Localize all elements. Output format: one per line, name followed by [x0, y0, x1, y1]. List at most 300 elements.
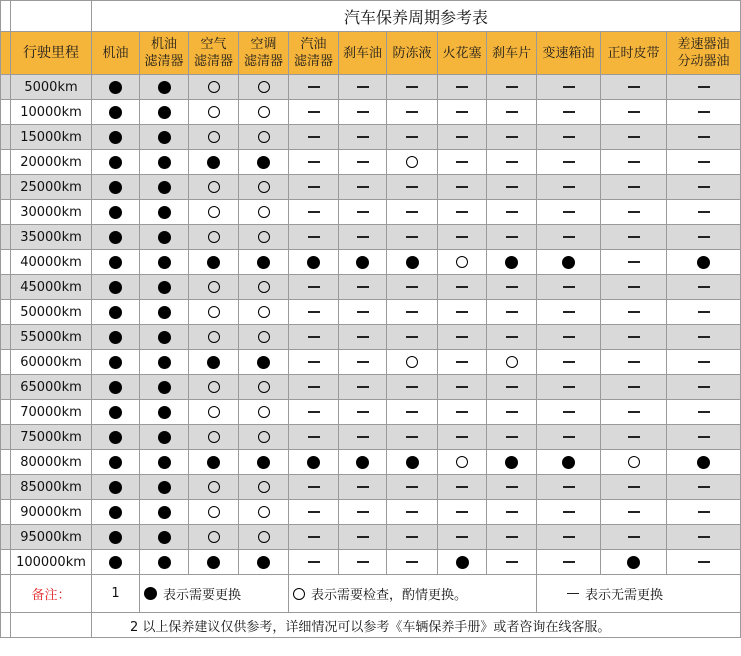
- mark-cell: [339, 350, 387, 375]
- hollow-circle-icon: [406, 156, 418, 168]
- mileage-cell: 45000km: [11, 275, 92, 300]
- mark-cell: [387, 125, 438, 150]
- dash-icon: [456, 411, 468, 413]
- dash-icon: [698, 536, 710, 538]
- mark-cell: [601, 75, 667, 100]
- mark-cell: [239, 400, 289, 425]
- filled-circle-icon: [158, 231, 171, 244]
- mark-cell: [537, 475, 601, 500]
- table-row: [1, 150, 741, 175]
- mileage-cell: 5000km: [11, 75, 92, 100]
- mark-cell: [92, 250, 140, 275]
- dash-icon: [506, 536, 518, 538]
- hollow-circle-icon: [208, 331, 220, 343]
- mark-cell: [339, 125, 387, 150]
- column-header-line: 滤清器: [193, 54, 233, 69]
- mark-cell: [92, 200, 140, 225]
- column-header: [339, 32, 387, 75]
- mileage-cell: 25000km: [11, 175, 92, 200]
- dash-icon: [456, 286, 468, 288]
- dash-icon: [506, 386, 518, 388]
- filled-circle-icon: [207, 356, 220, 369]
- mark-cell: [140, 275, 189, 300]
- filled-circle-icon: [109, 206, 122, 219]
- mark-cell: [239, 250, 289, 275]
- mark-cell: [487, 500, 537, 525]
- hollow-circle-icon: [258, 106, 270, 118]
- mark-cell: [92, 75, 140, 100]
- table-row: [1, 550, 741, 575]
- mark-cell: [140, 300, 189, 325]
- mark-cell: [92, 525, 140, 550]
- dash-icon: [308, 536, 320, 538]
- mark-cell: [140, 450, 189, 475]
- dash-icon: [698, 561, 710, 563]
- mark-cell: [239, 325, 289, 350]
- table-row: [1, 350, 741, 375]
- title-row: [1, 1, 741, 32]
- hollow-circle-icon: [208, 131, 220, 143]
- mark-cell: [537, 250, 601, 275]
- mark-cell: [487, 550, 537, 575]
- mark-cell: [387, 225, 438, 250]
- column-header-line: 正时皮带: [607, 45, 660, 61]
- mark-cell: [92, 500, 140, 525]
- notes-row: [1, 575, 741, 613]
- mark-cell: [667, 275, 741, 300]
- dash-icon: [308, 136, 320, 138]
- dash-icon: [563, 136, 575, 138]
- mark-cell: [601, 125, 667, 150]
- mark-cell: [239, 300, 289, 325]
- mark-cell: [438, 325, 487, 350]
- mark-cell: [92, 150, 140, 175]
- mark-cell: [601, 325, 667, 350]
- filled-circle-icon: [109, 181, 122, 194]
- mark-cell: [289, 425, 339, 450]
- dash-icon: [506, 561, 518, 563]
- mileage-cell: 65000km: [11, 375, 92, 400]
- dash-icon: [506, 136, 518, 138]
- mark-cell: [438, 275, 487, 300]
- hollow-circle-icon: [258, 331, 270, 343]
- notes-row-2: [1, 613, 741, 638]
- dash-icon: [456, 311, 468, 313]
- mark-cell: [601, 475, 667, 500]
- dash-icon: [308, 311, 320, 313]
- dash-icon: [357, 386, 369, 388]
- mark-cell: [189, 525, 239, 550]
- column-header-line: 变速箱油: [542, 45, 595, 61]
- mark-cell: [339, 525, 387, 550]
- mark-cell: [601, 250, 667, 275]
- filled-circle-icon: [697, 256, 710, 269]
- hollow-circle-icon: [258, 431, 270, 443]
- column-header: [239, 32, 289, 75]
- hollow-circle-icon: [258, 281, 270, 293]
- mark-cell: [487, 425, 537, 450]
- hollow-circle-icon: [208, 281, 220, 293]
- dash-icon: [698, 311, 710, 313]
- mark-cell: [438, 350, 487, 375]
- table-row: [1, 525, 741, 550]
- mark-cell: [239, 225, 289, 250]
- mark-cell: [438, 450, 487, 475]
- column-header-line: 滤清器: [144, 54, 184, 69]
- mark-cell: [601, 450, 667, 475]
- hollow-circle-icon: [208, 531, 220, 543]
- hollow-circle-icon: [258, 231, 270, 243]
- dash-icon: [628, 211, 640, 213]
- mark-cell: [387, 325, 438, 350]
- mark-cell: [537, 425, 601, 450]
- table-row: [1, 125, 741, 150]
- filled-circle-icon: [144, 587, 157, 600]
- legend-none: [537, 575, 741, 613]
- dash-icon: [406, 211, 418, 213]
- mark-cell: [92, 550, 140, 575]
- hollow-circle-icon: [208, 206, 220, 218]
- dash-icon: [406, 111, 418, 113]
- mark-cell: [140, 550, 189, 575]
- dash-icon: [406, 186, 418, 188]
- mark-cell: [92, 275, 140, 300]
- mark-cell: [537, 100, 601, 125]
- dash-icon: [506, 486, 518, 488]
- mark-cell: [667, 100, 741, 125]
- mark-cell: [239, 125, 289, 150]
- mileage-cell: 90000km: [11, 500, 92, 525]
- dash-icon: [698, 511, 710, 513]
- mark-cell: [339, 325, 387, 350]
- mark-cell: [289, 75, 339, 100]
- dash-icon: [456, 111, 468, 113]
- column-header-line: 机油: [150, 37, 177, 52]
- column-header: [140, 32, 189, 75]
- filled-circle-icon: [158, 206, 171, 219]
- legend-full: [140, 575, 289, 613]
- mark-cell: [438, 375, 487, 400]
- mark-cell: [140, 175, 189, 200]
- mark-cell: [189, 475, 239, 500]
- dash-icon: [308, 561, 320, 563]
- mark-cell: [537, 450, 601, 475]
- mark-cell: [667, 175, 741, 200]
- column-header-line: 差速器油: [677, 37, 730, 52]
- filled-circle-icon: [356, 456, 369, 469]
- mileage-cell: 30000km: [11, 200, 92, 225]
- dash-icon: [406, 411, 418, 413]
- dash-icon: [308, 186, 320, 188]
- dash-icon: [308, 386, 320, 388]
- dash-icon: [698, 186, 710, 188]
- mark-cell: [487, 250, 537, 275]
- dash-icon: [506, 186, 518, 188]
- mark-cell: [601, 100, 667, 125]
- filled-circle-icon: [505, 256, 518, 269]
- mark-cell: [537, 525, 601, 550]
- column-header-line: 火花塞: [442, 45, 482, 61]
- mark-cell: [339, 450, 387, 475]
- mark-cell: [601, 550, 667, 575]
- hollow-circle-icon: [258, 131, 270, 143]
- hollow-circle-icon: [208, 306, 220, 318]
- mark-cell: [537, 300, 601, 325]
- mark-cell: [438, 475, 487, 500]
- filled-circle-icon: [158, 481, 171, 494]
- column-header: [438, 32, 487, 75]
- mark-cell: [92, 425, 140, 450]
- mark-cell: [387, 550, 438, 575]
- table-row: [1, 275, 741, 300]
- mark-cell: [289, 450, 339, 475]
- mark-cell: [189, 400, 239, 425]
- dash-icon: [506, 161, 518, 163]
- mark-cell: [289, 100, 339, 125]
- dash-icon: [628, 111, 640, 113]
- mark-cell: [667, 325, 741, 350]
- filled-circle-icon: [109, 381, 122, 394]
- dash-icon: [563, 211, 575, 213]
- filled-circle-icon: [158, 381, 171, 394]
- filled-circle-icon: [109, 556, 122, 569]
- dash-icon: [698, 436, 710, 438]
- column-header: [667, 32, 741, 75]
- mark-cell: [667, 400, 741, 425]
- dash-icon: [456, 386, 468, 388]
- mark-cell: [189, 75, 239, 100]
- mark-cell: [189, 175, 239, 200]
- dash-icon: [357, 511, 369, 513]
- mark-cell: [239, 425, 289, 450]
- mileage-cell: 35000km: [11, 225, 92, 250]
- mark-cell: [487, 100, 537, 125]
- mark-cell: [239, 375, 289, 400]
- mark-cell: [601, 425, 667, 450]
- dash-icon: [698, 161, 710, 163]
- mileage-cell: 20000km: [11, 150, 92, 175]
- mark-cell: [339, 500, 387, 525]
- dash-icon: [406, 236, 418, 238]
- dash-icon: [563, 486, 575, 488]
- mark-cell: [92, 375, 140, 400]
- hollow-circle-icon: [258, 206, 270, 218]
- dash-icon: [563, 411, 575, 413]
- mark-cell: [189, 350, 239, 375]
- mark-cell: [140, 375, 189, 400]
- mileage-cell: 15000km: [11, 125, 92, 150]
- mark-cell: [140, 100, 189, 125]
- mark-cell: [667, 375, 741, 400]
- mark-cell: [140, 125, 189, 150]
- dash-icon: [456, 486, 468, 488]
- mark-cell: [339, 225, 387, 250]
- mark-cell: [387, 150, 438, 175]
- dash-icon: [698, 336, 710, 338]
- filled-circle-icon: [158, 106, 171, 119]
- filled-circle-icon: [109, 506, 122, 519]
- filled-circle-icon: [158, 131, 171, 144]
- mark-cell: [189, 425, 239, 450]
- dash-icon: [628, 286, 640, 288]
- hollow-circle-icon: [208, 81, 220, 93]
- hollow-circle-icon: [293, 588, 305, 600]
- mark-cell: [667, 450, 741, 475]
- note-2-text: 2 以上保养建议仅供参考，详细情况可以参考《车辆保养手册》或者咨询在线客服。: [92, 613, 741, 638]
- mark-cell: [438, 225, 487, 250]
- note-number: 1: [92, 575, 140, 613]
- dash-icon: [357, 211, 369, 213]
- legend-empty-text: 表示需要检查，酌情更换。: [311, 588, 468, 603]
- filled-circle-icon: [158, 356, 171, 369]
- column-header-line: 刹车片: [491, 45, 531, 61]
- filled-circle-icon: [109, 106, 122, 119]
- dash-icon: [357, 161, 369, 163]
- mileage-cell: 55000km: [11, 325, 92, 350]
- table-title: 汽车保养周期参考表: [92, 1, 741, 32]
- hollow-circle-icon: [258, 381, 270, 393]
- mark-cell: [487, 325, 537, 350]
- mark-cell: [92, 175, 140, 200]
- mark-cell: [140, 325, 189, 350]
- mark-cell: [289, 200, 339, 225]
- dash-icon: [563, 311, 575, 313]
- mark-cell: [92, 300, 140, 325]
- filled-circle-icon: [109, 531, 122, 544]
- mark-cell: [289, 250, 339, 275]
- mark-cell: [387, 475, 438, 500]
- mark-cell: [289, 325, 339, 350]
- column-header: [289, 32, 339, 75]
- mark-cell: [387, 250, 438, 275]
- filled-circle-icon: [109, 256, 122, 269]
- dash-icon: [357, 236, 369, 238]
- mark-cell: [339, 400, 387, 425]
- column-header-line: 分动器油: [677, 54, 730, 69]
- dash-icon: [357, 336, 369, 338]
- mark-cell: [387, 100, 438, 125]
- dash-icon: [308, 411, 320, 413]
- mark-cell: [339, 550, 387, 575]
- dash-icon: [506, 111, 518, 113]
- dash-icon: [406, 136, 418, 138]
- column-header-line: 滤清器: [243, 54, 283, 69]
- filled-circle-icon: [158, 306, 171, 319]
- mark-cell: [239, 175, 289, 200]
- mark-cell: [189, 125, 239, 150]
- dash-icon: [506, 511, 518, 513]
- mark-cell: [601, 400, 667, 425]
- dash-icon: [308, 486, 320, 488]
- mark-cell: [339, 425, 387, 450]
- mark-cell: [189, 225, 239, 250]
- mark-cell: [537, 325, 601, 350]
- mark-cell: [487, 475, 537, 500]
- mileage-cell: 85000km: [11, 475, 92, 500]
- column-header-line: 滤清器: [293, 54, 333, 69]
- mark-cell: [140, 500, 189, 525]
- filled-circle-icon: [158, 556, 171, 569]
- column-header-line: 空调: [250, 37, 277, 52]
- mark-cell: [601, 350, 667, 375]
- mark-cell: [387, 75, 438, 100]
- table-row: [1, 175, 741, 200]
- dash-icon: [698, 211, 710, 213]
- dash-icon: [698, 136, 710, 138]
- mark-cell: [667, 525, 741, 550]
- mark-cell: [667, 500, 741, 525]
- table-row: [1, 200, 741, 225]
- mark-cell: [601, 225, 667, 250]
- hollow-circle-icon: [208, 106, 220, 118]
- mark-cell: [387, 525, 438, 550]
- mark-cell: [92, 100, 140, 125]
- dash-icon: [357, 486, 369, 488]
- mark-cell: [387, 500, 438, 525]
- mark-cell: [438, 250, 487, 275]
- mark-cell: [387, 375, 438, 400]
- mark-cell: [487, 350, 537, 375]
- filled-circle-icon: [257, 456, 270, 469]
- filled-circle-icon: [158, 506, 171, 519]
- table-row: [1, 500, 741, 525]
- mark-cell: [189, 375, 239, 400]
- hollow-circle-icon: [208, 431, 220, 443]
- column-header: [92, 32, 140, 75]
- mark-cell: [239, 500, 289, 525]
- mark-cell: [339, 375, 387, 400]
- mark-cell: [537, 150, 601, 175]
- mileage-cell: 75000km: [11, 425, 92, 450]
- dash-icon: [628, 486, 640, 488]
- dash-icon: [628, 361, 640, 363]
- hollow-circle-icon: [208, 181, 220, 193]
- dash-icon: [357, 186, 369, 188]
- mark-cell: [667, 550, 741, 575]
- mark-cell: [189, 300, 239, 325]
- mark-cell: [537, 550, 601, 575]
- dash-icon: [506, 236, 518, 238]
- mark-cell: [387, 200, 438, 225]
- mark-cell: [339, 475, 387, 500]
- table-row: [1, 375, 741, 400]
- column-header: [487, 32, 537, 75]
- legend-full-text: 表示需要更换: [163, 588, 242, 603]
- column-header-line: 机油: [102, 45, 129, 61]
- mark-cell: [667, 75, 741, 100]
- mark-cell: [140, 150, 189, 175]
- filled-circle-icon: [257, 156, 270, 169]
- dash-icon: [563, 336, 575, 338]
- dash-icon: [628, 411, 640, 413]
- column-header: [387, 32, 438, 75]
- mark-cell: [289, 300, 339, 325]
- mark-cell: [289, 125, 339, 150]
- dash-icon: [628, 511, 640, 513]
- mark-cell: [189, 550, 239, 575]
- dash-icon: [357, 111, 369, 113]
- mark-cell: [601, 500, 667, 525]
- filled-circle-icon: [562, 456, 575, 469]
- filled-circle-icon: [109, 356, 122, 369]
- filled-circle-icon: [109, 406, 122, 419]
- mark-cell: [387, 175, 438, 200]
- filled-circle-icon: [406, 456, 419, 469]
- mark-cell: [289, 275, 339, 300]
- mark-cell: [189, 500, 239, 525]
- mark-cell: [239, 550, 289, 575]
- filled-circle-icon: [109, 231, 122, 244]
